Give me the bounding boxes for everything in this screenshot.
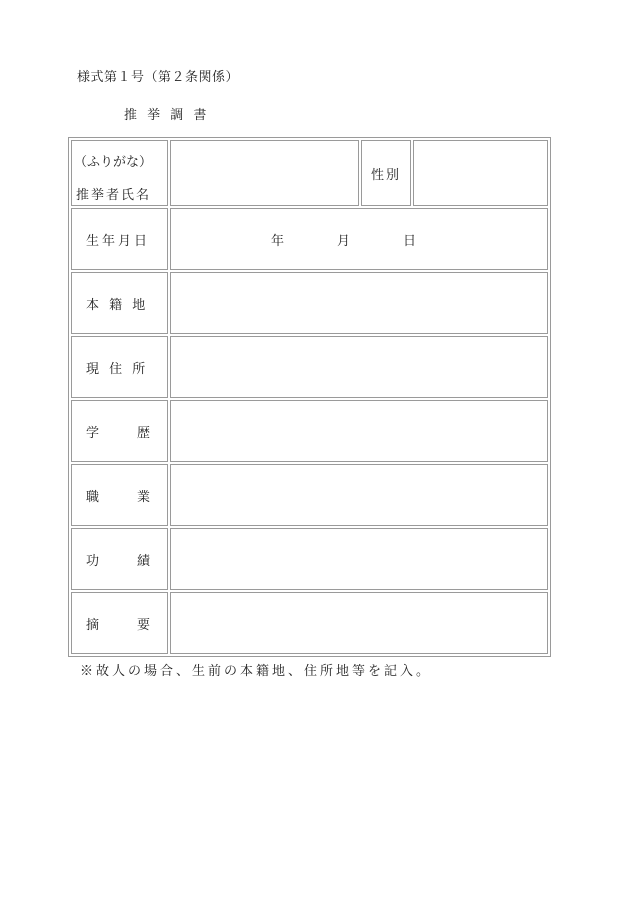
document-title: 推 挙 調 書 [124, 108, 210, 123]
label-summary: 摘 要 [86, 617, 150, 633]
row-name [71, 140, 548, 206]
label-sex: 性別 [361, 140, 411, 206]
address-field[interactable] [170, 336, 548, 398]
footnote: ※故人の場合、生前の本籍地、住所地等を記入。 [80, 664, 433, 679]
education-field[interactable] [170, 400, 548, 462]
form-number: 様式第１号（第２条関係） [77, 70, 240, 85]
label-occupation: 職 業 [86, 489, 150, 505]
label-name: 推挙者氏名 [76, 188, 152, 203]
year-unit: 年 [271, 233, 285, 249]
birth-date-field[interactable] [170, 208, 548, 270]
row-address [71, 336, 548, 398]
label-cell-name [71, 140, 168, 206]
row-occupation [71, 464, 548, 526]
label-address: 現 住 所 [86, 361, 149, 377]
summary-field[interactable] [170, 592, 548, 654]
name-field[interactable] [170, 140, 359, 206]
label-domicile: 本 籍 地 [86, 297, 149, 313]
row-merits [71, 528, 548, 590]
recommendation-form-table [68, 137, 551, 657]
month-unit: 月 [337, 233, 351, 249]
merits-field[interactable] [170, 528, 548, 590]
day-unit: 日 [403, 233, 417, 249]
row-summary [71, 592, 548, 654]
row-domicile [71, 272, 548, 334]
sex-field[interactable] [413, 140, 548, 206]
row-birth-date [71, 208, 548, 270]
row-education [71, 400, 548, 462]
domicile-field[interactable] [170, 272, 548, 334]
occupation-field[interactable] [170, 464, 548, 526]
label-education: 学 歴 [86, 425, 150, 441]
label-merits: 功 績 [86, 553, 150, 569]
label-birth-date: 生年月日 [86, 233, 151, 249]
label-furigana: （ふりがな） [74, 155, 153, 170]
